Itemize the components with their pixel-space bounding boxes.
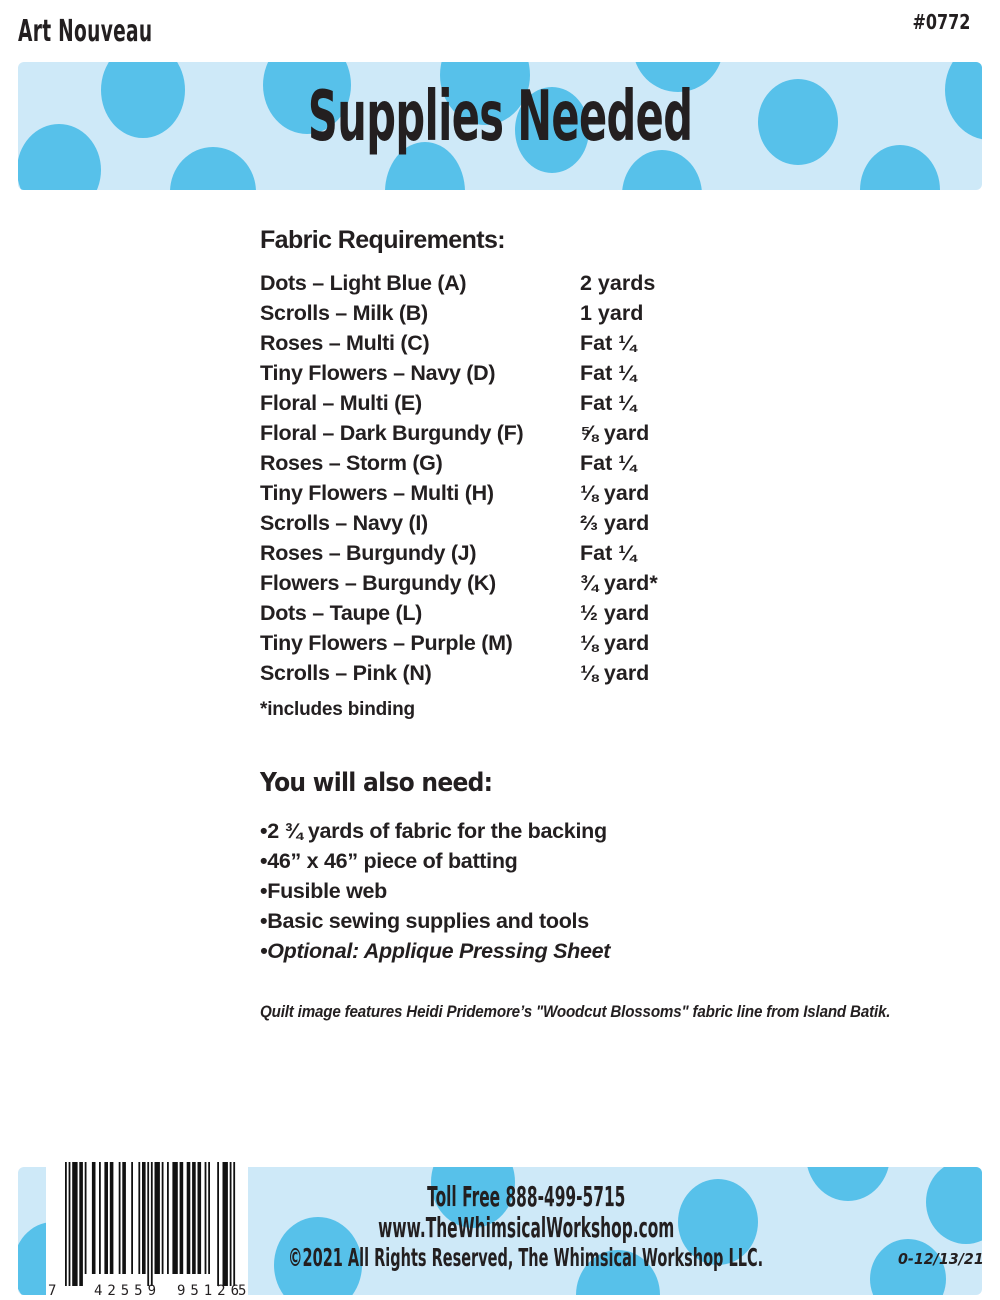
fabric-row — [260, 358, 740, 388]
fabric-amount: 2 yards — [580, 271, 656, 295]
toll-free-number: Toll Free 888-499-5715 — [426, 1180, 626, 1213]
fabric-name: Flowers – Burgundy (K) — [260, 571, 496, 595]
also-need-item-optional: • Optional: Applique Pressing Sheet — [260, 936, 610, 966]
fabric-name: Scrolls – Milk (B) — [260, 301, 428, 325]
fabric-row — [260, 598, 740, 628]
fabric-amount: ⅛ yard — [580, 481, 650, 505]
footer-contact-block — [280, 1181, 772, 1273]
fabric-name: Tiny Flowers – Navy (D) — [260, 361, 496, 385]
fabric-row — [260, 658, 740, 688]
fabric-amount: ⅝ yard — [580, 421, 650, 445]
fabric-row — [260, 568, 740, 598]
fabric-row — [260, 538, 740, 568]
fabric-amount: 1 yard — [580, 301, 644, 325]
also-need-item: • Basic sewing supplies and tools — [260, 906, 610, 936]
upc-barcode — [46, 1150, 248, 1298]
fabric-row — [260, 388, 740, 418]
fabric-amount: ⅔ yard — [580, 511, 650, 535]
fabric-amount: ¾ yard* — [580, 571, 658, 595]
website-url: www.TheWhimsicalWorkshop.com — [377, 1211, 675, 1244]
page-title: Supplies Needed — [307, 74, 693, 157]
fabric-amount: ½ yard — [580, 601, 650, 625]
fabric-requirements-heading: Fabric Requirements: — [260, 226, 506, 254]
fabric-row — [260, 418, 740, 448]
fabric-amount: Fat ¼ — [580, 361, 637, 385]
barcode-digit-right: 5 — [238, 1283, 247, 1298]
also-need-item: • Fusible web — [260, 876, 610, 906]
fabric-amount: ⅛ yard — [580, 661, 650, 685]
fabric-row — [260, 628, 740, 658]
polka-dot — [806, 1167, 890, 1201]
also-need-item: • 46” x 46” piece of batting — [260, 846, 610, 876]
copyright-line: ©2021 All Rights Reserved, The Whimsical Workshop LLC. — [288, 1243, 764, 1272]
barcode-digit-left: 7 — [48, 1283, 57, 1298]
fabric-name: Scrolls – Pink (N) — [260, 661, 432, 685]
fabric-amount: Fat ¼ — [580, 391, 637, 415]
fabric-row — [260, 298, 740, 328]
fabric-amount: Fat ¼ — [580, 541, 637, 565]
fabric-row — [260, 508, 740, 538]
fabric-row — [260, 328, 740, 358]
also-need-list — [260, 816, 610, 966]
fabric-amount: Fat ¼ — [580, 331, 637, 355]
fabric-row — [260, 448, 740, 478]
fabric-name: Dots – Taupe (L) — [260, 601, 423, 625]
binding-footnote: *includes binding — [260, 699, 415, 720]
title-banner — [18, 62, 982, 190]
fabric-name: Floral – Multi (E) — [260, 391, 422, 415]
fabric-line-credit: Quilt image features Heidi Pridemore’s "Woodcut Blossoms" fabric line from Island Batik. — [260, 1003, 891, 1021]
fabric-name: Tiny Flowers – Multi (H) — [260, 481, 494, 505]
fabric-name: Tiny Flowers – Purple (M) — [260, 631, 513, 655]
pattern-number: #0772 — [912, 10, 970, 34]
fabric-row — [260, 478, 740, 508]
also-need-heading: You will also need: — [260, 768, 493, 798]
fabric-requirements-table — [260, 268, 740, 688]
fabric-amount: Fat ¼ — [580, 451, 637, 475]
pattern-name: Art Nouveau — [18, 14, 153, 49]
polka-dot — [926, 1167, 982, 1244]
barcode-digit-group2: 95126 — [177, 1283, 239, 1298]
also-need-item: • 2 ¾ yards of fabric for the backing — [260, 816, 610, 846]
fabric-name: Floral – Dark Burgundy (F) — [260, 421, 524, 445]
fabric-row — [260, 268, 740, 298]
fabric-name: Roses – Storm (G) — [260, 451, 443, 475]
fabric-name: Scrolls – Navy (I) — [260, 511, 428, 535]
barcode-digit-group1: 42559 — [94, 1283, 156, 1298]
barcode-bars — [46, 1162, 248, 1298]
fabric-name: Dots – Light Blue (A) — [260, 271, 467, 295]
fabric-name: Roses – Multi (C) — [260, 331, 430, 355]
fabric-amount: ⅛ yard — [580, 631, 650, 655]
revision-code: 0-12/13/21 — [898, 1250, 984, 1268]
fabric-name: Roses – Burgundy (J) — [260, 541, 477, 565]
